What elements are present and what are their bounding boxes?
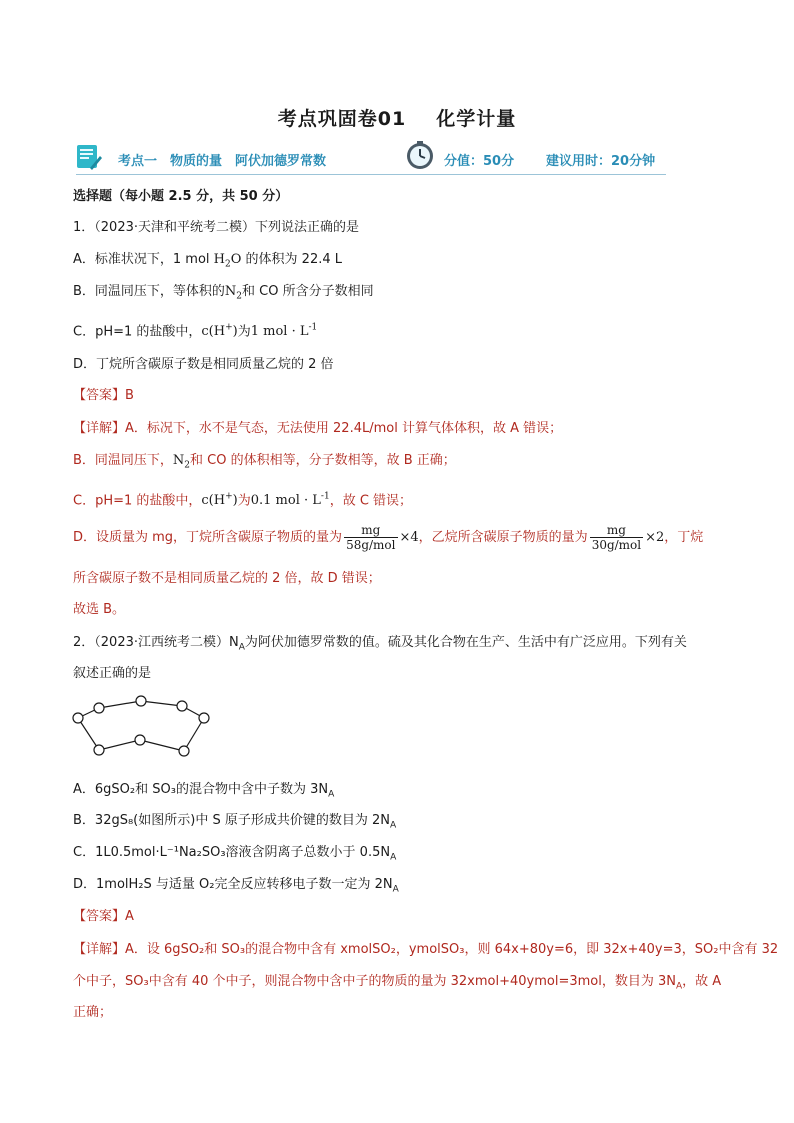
title-right: 化学计量 bbox=[436, 108, 517, 130]
s-atom bbox=[179, 746, 189, 756]
q2-explain-a: 【详解】A．设 6gSO₂和 SO₃的混合物中含有 xmolSO₂，ymolSO₃，则 64x+80y=6，即 32x+40y=3，SO₂中含有 32 bbox=[73, 942, 779, 957]
q1-option-b: B．同温同压下，等体积的$N_2$和 CO 所含分子数相同 bbox=[73, 284, 374, 302]
s-atom bbox=[199, 713, 209, 723]
s-atom bbox=[94, 745, 104, 755]
s-atom bbox=[73, 713, 83, 723]
q2-answer: 【答案】A bbox=[73, 909, 134, 924]
time-label: 建议用时：20分钟 bbox=[546, 154, 656, 169]
q1-conclusion: 故选 B。 bbox=[73, 602, 126, 617]
q1-option-d: D．丁烷所含碳原子数是相同质量乙烷的 2 倍 bbox=[73, 357, 334, 372]
q2-option-c: C．1L0.5mol·L⁻¹Na₂SO₃溶液含阴离子总数小于 $0.5N_A$ bbox=[73, 845, 397, 863]
clock-icon bbox=[404, 141, 436, 171]
q1-explain-c: C．pH=1 的盐酸中，c(H+)为0.1 mol · $L^{-1}$，故 C 错误； bbox=[73, 492, 413, 509]
q1-stem: 1．（2023·天津和平统考二模）下列说法正确的是 bbox=[73, 220, 359, 235]
s-atom bbox=[177, 701, 187, 711]
q1-explain-a: 【详解】A．标况下，水不是气态，无法使用 22.4L/mol 计算气体体积，故 A 错误； bbox=[73, 421, 563, 436]
q2-explain-a-cont: 个中子，SO₃中含有 40 个中子，则混合物中含中子的物质的量为 32xmol+40ymol=3mol，数目为 $3N_A$，故 A bbox=[73, 974, 722, 992]
page-title bbox=[0, 104, 794, 131]
q2-option-a: A．6gSO₂和 SO₃的混合物中含中子数为 $3N_A$ bbox=[73, 782, 335, 800]
s-atom bbox=[94, 703, 104, 713]
section-heading: 选择题（每小题 2.5 分，共 50 分） bbox=[73, 189, 289, 204]
q1-option-c: C．pH=1 的盐酸中，c(H+)为1 mol · $L^{-1}$ bbox=[73, 323, 318, 340]
q2-stem-line1: 2．（2023·江西统考二模）$N_A$为阿伏加德罗常数的值。硫及其化合物在生产、生活中有广泛应用。下列有关 bbox=[73, 635, 687, 653]
q1-answer: 【答案】B bbox=[73, 388, 134, 403]
notebook-icon bbox=[76, 142, 102, 170]
q2-stem-line2: 叙述正确的是 bbox=[73, 666, 152, 681]
topic-label: 考点一 物质的量 阿伏加德罗常数 bbox=[118, 154, 327, 169]
q2-option-d: D．1molH₂S 与适量 O₂完全反应转移电子数一定为 $2N_A$ bbox=[73, 877, 399, 895]
q1-explain-d: D．设质量为 mg，丁烷所含碳原子物质的量为 $\frac{mg}{\text{58g/mol}}$ ×4，乙烷所含碳原子物质的量为 $\frac{mg}{\text{30g/mol}}$ ×2，丁烷 bbox=[73, 523, 704, 552]
q2-option-b: B．32gS₈(如图所示)中 S 原子形成共价键的数目为 $2N_A$ bbox=[73, 813, 397, 831]
title-left: 考点巩固卷01 bbox=[277, 108, 407, 130]
score-label: 分值：50分 bbox=[444, 154, 515, 169]
s-atom bbox=[136, 696, 146, 706]
q2-explain-a-end: 正确； bbox=[73, 1005, 113, 1020]
s8-ring-figure bbox=[70, 694, 214, 766]
s-atom bbox=[135, 735, 145, 745]
q1-explain-b: B．同温同压下，$N_2$和 CO 的体积相等，分子数相等，故 B 正确； bbox=[73, 453, 456, 471]
q1-explain-d-cont: 所含碳原子数不是相同质量乙烷的 2 倍，故 D 错误； bbox=[73, 571, 381, 586]
q1-option-a: A．标准状况下，1 mol $H_2O$ 的体积为 22.4 L bbox=[73, 252, 343, 270]
